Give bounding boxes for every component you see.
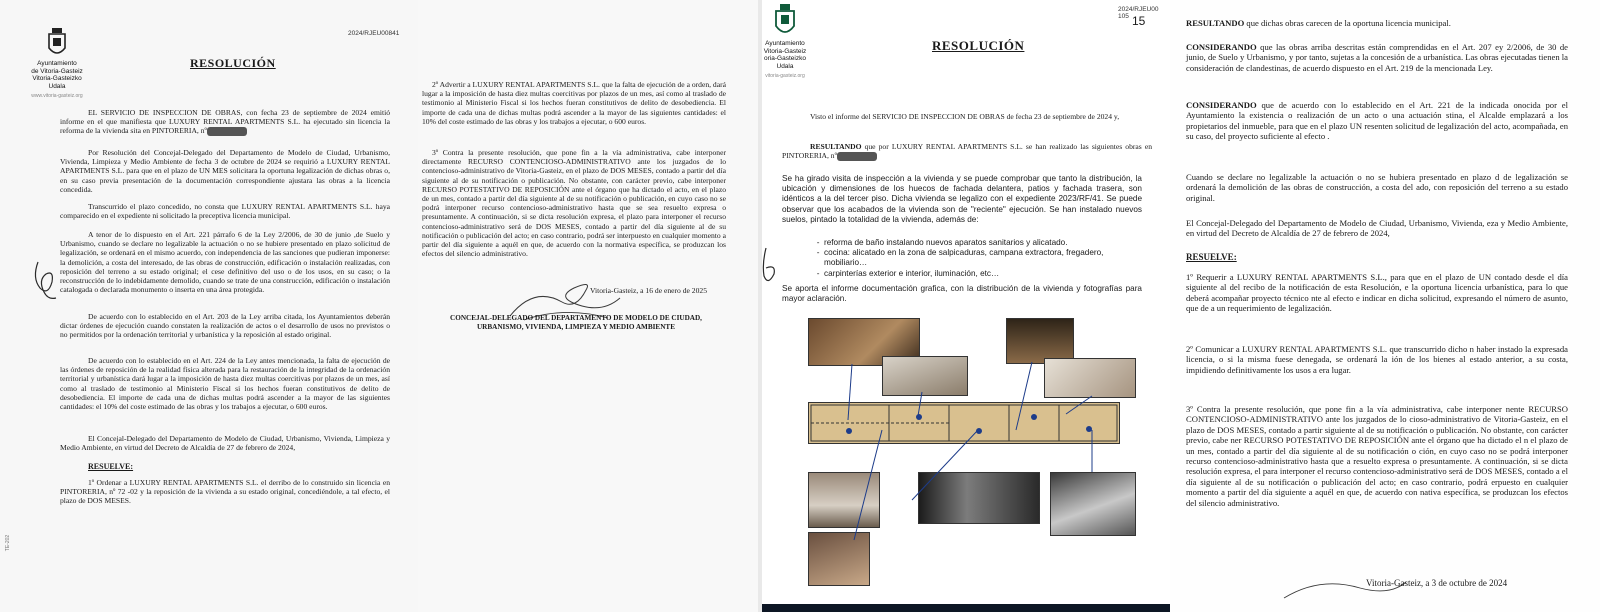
paragraph: El Concejal-Delegado del Departamento de Modelo de Ciudad, Urbanismo, Vivienda, eza y Medio Ambiente, en virtud del Decreto de Alcaldía de 27 de febrero de 2024,	[1186, 218, 1568, 239]
photo-connector-lines	[762, 0, 1170, 612]
margin-code: TE-202	[5, 534, 12, 552]
resolution-item: 3º Contra la presente resolución, que pone fin a la vía administrativa, cabe interponer directamente RECURSO CONTENCIOSO-ADMINISTRATIVO ante los juzgados de lo contencioso-administrativo de Vitoria-Gasteiz, en el plazo de DOS MESES, contado a partir del día siguiente al de su notificación o publicación. No obstante, con carácter previo, cabe interponer RECURSO POTESTATIVO DE REPOSICIÓN ante el órgano que ha dictado el acto, en el plazo de un mes, contado a partir del día siguiente al de su notificación o publicación, en cuyo caso no se podrá interponer recurso contencioso-administrativo hasta que se sea resuelto expresa o presuntamente. A continuación, si se dicta resolución expresa, el plazo para interponer el recurso contencioso-administrativo será de DOS MESES, contado a partir del día siguiente al de su notificación o publicación del acto; en caso contrario, podrá ser interpuesto en cualquier momento a partir del día siguiente a aquél en que, de acuerdo con la normativa específica, se produzcan los efectos del silencio administrativo.	[422, 148, 726, 259]
logo-line: Udala	[776, 62, 794, 70]
paragraph: A tenor de lo dispuesto en el Art. 221 párrafo 6 de la Ley 2/2006, de 30 de junio ,de Suelo y Urbanismo, cuando se declare no legalizable la actuación o no se hubiere presentado en plazo solicitud de legalización, se ordenará en el mismo acuerdo, con independencia de las sanciones que pudieran imponerse: la demolición, a costa del interesado, de las obras de construcción, edificación o instalación realizadas, con reposición del terreno a su estado original; el cese definitivo del uso o de los usos, en su caso; o la reconstrucción de lo indebidamente demolido, cuando se trate de una construcción, edificación o instalación catalogada o declarada monumento o inserta en una área protegida.	[60, 230, 390, 295]
paragraph: El Concejal-Delegado del Departamento de Modelo de Ciudad, Urbanismo, Vivienda, Limpieza y Medio Ambiente, en virtud del Decreto de Alcaldía de 27 de febrero de 2024,	[60, 434, 390, 453]
logo-line: Ayuntamiento	[765, 40, 805, 47]
paragraph: Transcurrido el plazo concedido, no consta que LUXURY RENTAL APARTMENTS S.L. haya comparecido en el expediente ni solicitado la preceptiva licencia municipal.	[60, 202, 390, 221]
paragraph: De acuerdo con lo establecido en el Art. 224 de la Ley antes mencionada, la falta de ejecución de las órdenes de reposición de la realidad física alterada para la restauración de la integridad de la ordenación territorial y urbanística dará lugar a la imposición de hasta diez multas coercitivas por plazos de un mes, así como al traslado de testimonio al Ministerio Fiscal si los hechos fueran constitutivos de delito de desobediencia. El importe de cada una de dichas multas podrá ascender a la mayor de las siguientes cantidades: el 10% del coste estimado de las obras y los trabajos a ejecutar, o 600 euros.	[60, 356, 390, 412]
paragraph: RESULTANDO que por LUXURY RENTAL APARTMENTS S.L. se han realizado las siguientes obras en PINTORERIA, nº	[782, 142, 1152, 161]
reference-number: 2024/RJEU00841	[348, 30, 400, 37]
paragraph: Visto el informe del SERVICIO DE INSPECCION DE OBRAS de fecha 23 de septiembre de 2024 y,	[810, 112, 1120, 121]
resolution-item: 1º Requerir a LUXURY RENTAL APARTMENTS S.L., para que en el plazo de UN contado desde el día siguiente al del recibo de la notificación de esta Resolución, e la oportuna licencia urbanística, para lo que deberá acompañar proyecto técnico nte al efecto e indicar en dicha solicitud, expresando el número de asunto, que de a un requerimiento de legalización.	[1186, 272, 1568, 314]
logo-line: Vitoria-Gasteiz	[763, 47, 807, 55]
redacted-block	[207, 127, 247, 136]
logo-line: Udala	[48, 82, 66, 90]
document-page-4	[1170, 0, 1600, 612]
paragraph: EL SERVICIO DE INSPECCION DE OBRAS, con fecha 23 de septiembre de 2024 emitió informe en el que manifiesta que LUXURY RENTAL APARTMENTS S.L. ha ejecutado sin licencia la reforma de la vivienda sita en PINTORERIA, nº	[60, 108, 390, 136]
resolution-item: 1º Ordenar a LUXURY RENTAL APARTMENTS S.L. el derribo de lo construido sin licencia en PINTORERIA, nº 72 -02 y la reposición de la vivienda a su estado original, concediéndole, a tal efecto, el plazo de DOS MESES.	[60, 478, 390, 506]
logo-line: oria-Gasteizko	[764, 55, 806, 62]
document-page-3	[762, 0, 1170, 612]
logo-line: Ayuntamiento	[37, 60, 77, 67]
document-page-2	[418, 0, 758, 612]
logo-url: vitoria-gasteiz.org	[765, 73, 805, 79]
scan-edge	[762, 604, 1170, 612]
paragraph: Cuando se declare no legalizable la actuación o no se hubiera presentado en plazo d de legalización se ordenará la demolición de las obras de construcción, a costa del ado, con reposición del terreno a su estado original.	[1186, 172, 1568, 203]
resuelve-heading: RESUELVE:	[88, 462, 134, 471]
reference-number: 2024/RJEU00 105	[1118, 6, 1159, 20]
paragraph: CONSIDERANDO que las obras arriba descritas están comprendidas en el Art. 207 ey 2/2006, de 30 de junio, de Suelo y Urbanismo, y por tanto, sujetas a la concesión de a urbanística. Las obras ejecutadas tienen la consideración de clandestinas, de acuerdo dispuesto en el Art. 219 de la mencionada Ley.	[1186, 42, 1568, 73]
handwritten-initials	[762, 246, 780, 286]
resuelve-heading: RESUELVE:	[1186, 252, 1237, 262]
paragraph: CONSIDERANDO que de acuerdo con lo establecido en el Art. 221 de la indicada onocida por el Ayuntamiento la existencia o realización de un acto o una actuación stina, el Alcalde emplazará a los propietarios del inmueble, para que en el plazo UN resenten solicitud de legalización del acto, acompañada, en su caso, del proyecto suficiente al efecto .	[1186, 100, 1568, 142]
list-item: - reforma de baño instalando nuevos aparatos sanitarios y alicatado.	[824, 238, 1142, 248]
place-date: Vitoria-Gasteiz, a 3 de octubre de 2024	[1366, 578, 1508, 588]
document-page-1	[0, 0, 418, 612]
list-item: - cocina: alicatado en la zona de salpicaduras, campana extractora, fregadero, mobiliario…	[824, 248, 1142, 268]
resultando-label: RESULTANDO	[810, 142, 862, 151]
place-date: Vitoria-Gasteiz, a 16 de enero de 2025	[590, 286, 707, 295]
document-title: RESOLUCIÓN	[932, 38, 1025, 53]
handwritten-initials	[30, 258, 62, 304]
inspection-report: Se ha girado visita de inspección a la vivienda y se puede comprobar que tanto la distribución, la ubicación y dimensiones de los huecos de fachada delantera, patios y fachada trasera, son idénticos a la del tercer piso. Dicha vivienda se legalizo con el expediente 2023/RF/41. Se puede observar que los acabados de la vivienda son de "reciente" ejecución. Se han instalado nuevos suelos, pintado la totalidad de la vivienda, además de:	[782, 174, 1142, 224]
list-item: - carpinterías exterior e interior, iluminación, etc…	[824, 269, 1142, 279]
document-title: RESOLUCIÓN	[190, 56, 276, 70]
logo-url: www.vitoria-gasteiz.org	[31, 93, 83, 99]
paragraph: De acuerdo con lo establecido en el Art. 203 de la Ley arriba citada, los Ayuntamientos deberán dictar órdenes de ejecución cuando constaten la realización de actos o el desarrollo de usos no previstos o no permitidos por la ordenación territorial y urbanística y la reposición al estado original.	[60, 312, 390, 340]
page-number: 15	[1132, 14, 1146, 28]
paragraph: Se aporta el informe documentación grafica, con la distribución de la vivienda y fotografías para mayor aclaración.	[782, 284, 1142, 304]
paragraph: Por Resolución del Concejal-Delegado del Departamento de Modelo de Ciudad, Urbanismo, Vivienda, Limpieza y Medio Ambiente de fecha 3 de octubre de 2024 se requirió a LUXURY RENTAL APARTMENTS S.L. para que en el plazo de UN MES solicitara la oportuna legalización de dichas obras o, en su caso previa presentación de la documentación correspondiente ajustara las obras a la licencia concedida.	[60, 148, 390, 194]
resolution-item: 2º Advertir a LUXURY RENTAL APARTMENTS S.L. que la falta de ejecución de a orden, dará lugar a la imposición de hasta diez multas coercitivas por plazos de un mes, así como al traslado de testimonio al Ministerio Fiscal si los hechos fueran constitutivos de delito de desobediencia. El importe de cada una de dichas multas podrá ascender a la mayor de las siguientes cantidades: el 10% del coste estimado de las obras y los trabajos a ejecutar, o 600 euros.	[422, 80, 727, 126]
city-logo	[22, 28, 92, 99]
resolution-item: 3º Contra la presente resolución, que pone fin a la vía administrativa, cabe interponer nente RECURSO CONTENCIOSO-ADMINISTRATIVO ante los juzgados de lo cioso-administrativo de Vitoria-Gasteiz, en el plazo de DOS MESES, contado a partir siguiente al de su notificación o publicación. No obstante, con carácter previo, cabe ner RECURSO POTESTATIVO DE REPOSICIÓN ante el órgano que ha dictado el n el plazo de un mes, contado a partir del día siguiente al de su notificación o ción, en cuyo caso no se podrá interponer recurso contencioso-administrativo hasta que a resuelto expresa o presuntamente. A continuación, si se dicta resolución expresa, el para interponer el recurso contencioso-administrativo será de DOS MESES, contado a el día siguiente al de su notificación o publicación del acto; en caso contrario, podrá erpuesto en cualquier momento a partir del día siguiente a aquél en que, de acuerdo con nativa específica, se produzcan los efectos del silencio administrativo.	[1186, 404, 1568, 508]
paragraph: RESULTANDO que dichas obras carecen de la oportuna licencia municipal.	[1186, 18, 1451, 28]
signatory-title: CONCEJAL-DELEGADO DEL DEPARTAMENTO DE MODELO DE CIUDAD, URBANISMO, VIVIENDA, LIMPIEZA Y MEDIO AMBIENTE	[450, 314, 702, 331]
coat-of-arms-icon	[47, 28, 67, 60]
logo-line: de Vitoria-Gasteiz	[31, 67, 83, 75]
resolution-item: 2º Comunicar a LUXURY RENTAL APARTMENTS S.L. que transcurrido dicho n haber instado la expresada licencia, o si la misma fuese denegada, se ordenará la ión de los bienes al estado anterior, a su costa, impidiendo definitivamente los usos a era lugar.	[1186, 344, 1568, 375]
logo-line: Vitoria-Gasteizko	[32, 75, 82, 82]
